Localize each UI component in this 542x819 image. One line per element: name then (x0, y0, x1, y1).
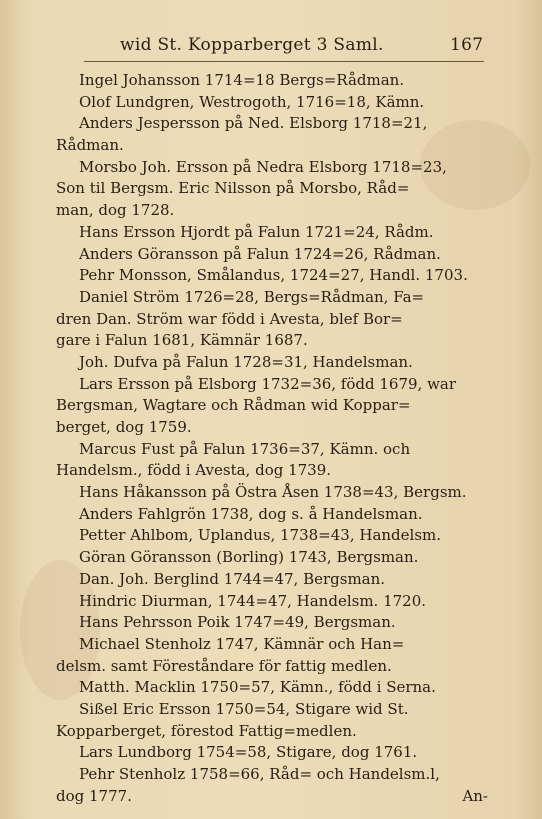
text-line (56, 374, 488, 396)
line-text: Daniel Ström 1726=28, Bergs=Rådman, Fa= (79, 287, 425, 306)
line-text: Hans Ersson Hjordt på Falun 1721=24, Rådm. (79, 222, 434, 241)
text-line (56, 612, 488, 634)
line-text: Ingel Johansson 1714=18 Bergs=Rådman. (79, 71, 405, 89)
text-line (56, 244, 488, 266)
line-text: Rådman. (56, 136, 124, 155)
line-text: Anders Göransson på Falun 1724=26, Rådman. (79, 244, 441, 263)
line-text: Dan. Joh. Berglind 1744=47, Bergsman. (79, 569, 386, 588)
text-line (56, 287, 488, 309)
text-line (56, 178, 488, 200)
header-rule (84, 61, 484, 62)
line-text: delsm. samt Föreståndare för fattig medlen. (56, 656, 392, 675)
line-text: Joh. Dufva på Falun 1728=31, Handelsman. (79, 352, 413, 371)
line-text: man, dog 1728. (56, 201, 175, 220)
text-line (56, 482, 488, 504)
text-line (56, 222, 488, 244)
line-text: Lars Ersson på Elsborg 1732=36, född 1679, war (79, 374, 457, 393)
text-line (56, 417, 488, 439)
line-text: Kopparberget, förestod Fattig=medlen. (56, 721, 357, 740)
text-line (56, 721, 488, 743)
line-text: Hans Håkansson på Östra Åsen 1738=43, Bergsm. (79, 483, 467, 502)
line-text: dren Dan. Ström war född i Avesta, blef Bor= (56, 309, 403, 328)
line-text: Anders Jespersson på Ned. Elsborg 1718=21, (79, 114, 428, 133)
line-text: Pehr Stenholz 1758=66, Råd= och Handelsm.l, (79, 765, 440, 783)
text-line (56, 439, 488, 461)
text-line (56, 330, 488, 352)
running-title: wid St. Kopparberget 3 Saml. (120, 35, 384, 55)
line-text: Son til Bergsm. Eric Nilsson på Morsbo, Råd= (56, 179, 410, 198)
line-text: Lars Lundborg 1754=58, Stigare, dog 1761. (79, 743, 418, 762)
line-text: dog 1777. (56, 786, 132, 805)
text-line (56, 135, 488, 157)
text-line (56, 113, 488, 135)
line-text: Marcus Fust på Falun 1736=37, Kämn. och (79, 439, 411, 458)
line-text: gare i Falun 1681, Kämnär 1687. (56, 331, 308, 350)
text-line (56, 309, 488, 331)
text-line (56, 742, 488, 764)
text-line (56, 504, 488, 526)
text-line (56, 92, 488, 114)
text-line (56, 547, 488, 569)
text-line (56, 200, 488, 222)
line-text: Petter Ahlbom, Uplandus, 1738=43, Handelsm. (79, 526, 442, 545)
catchword: An- (462, 786, 488, 805)
line-text: Göran Göransson (Borling) 1743, Bergsman. (79, 548, 419, 567)
line-text: Matth. Macklin 1750=57, Kämn., född i Serna. (79, 678, 436, 697)
line-text: Hans Pehrsson Poik 1747=49, Bergsman. (79, 613, 396, 632)
line-text: Pehr Monsson, Smålandus, 1724=27, Handl. 1703. (79, 266, 468, 285)
line-text: berget, dog 1759. (56, 418, 192, 436)
text-line (56, 157, 488, 179)
line-text: Anders Fahlgrön 1738, dog s. å Handelsman. (79, 504, 423, 523)
line-text: Hindric Diurman, 1744=47, Handelsm. 1720. (79, 591, 427, 610)
page-number: 167 (450, 35, 484, 55)
line-text: Bergsman, Wagtare och Rådman wid Koppar= (56, 396, 411, 415)
text-line (56, 764, 488, 786)
text-line (56, 352, 488, 374)
text-line (56, 265, 488, 287)
line-text: Morsbo Joh. Ersson på Nedra Elsborg 1718=23, (79, 157, 447, 176)
text-line (56, 525, 488, 547)
line-text: Sißel Eric Ersson 1750=54, Stigare wid St. (79, 699, 409, 718)
text-line (56, 460, 488, 482)
text-line (56, 699, 488, 721)
text-line (56, 634, 488, 656)
text-line (56, 70, 488, 92)
text-line (56, 677, 488, 699)
line-text: Handelsm., född i Avesta, dog 1739. (56, 461, 332, 480)
line-text: Michael Stenholz 1747, Kämnär och Han= (79, 634, 405, 653)
line-text: Olof Lundgren, Westrogoth, 1716=18, Kämn. (79, 92, 425, 111)
text-line (56, 395, 488, 417)
text-line (56, 786, 488, 808)
text-line (56, 591, 488, 613)
text-line (56, 569, 488, 591)
text-line (56, 656, 488, 678)
page-body (56, 70, 488, 807)
